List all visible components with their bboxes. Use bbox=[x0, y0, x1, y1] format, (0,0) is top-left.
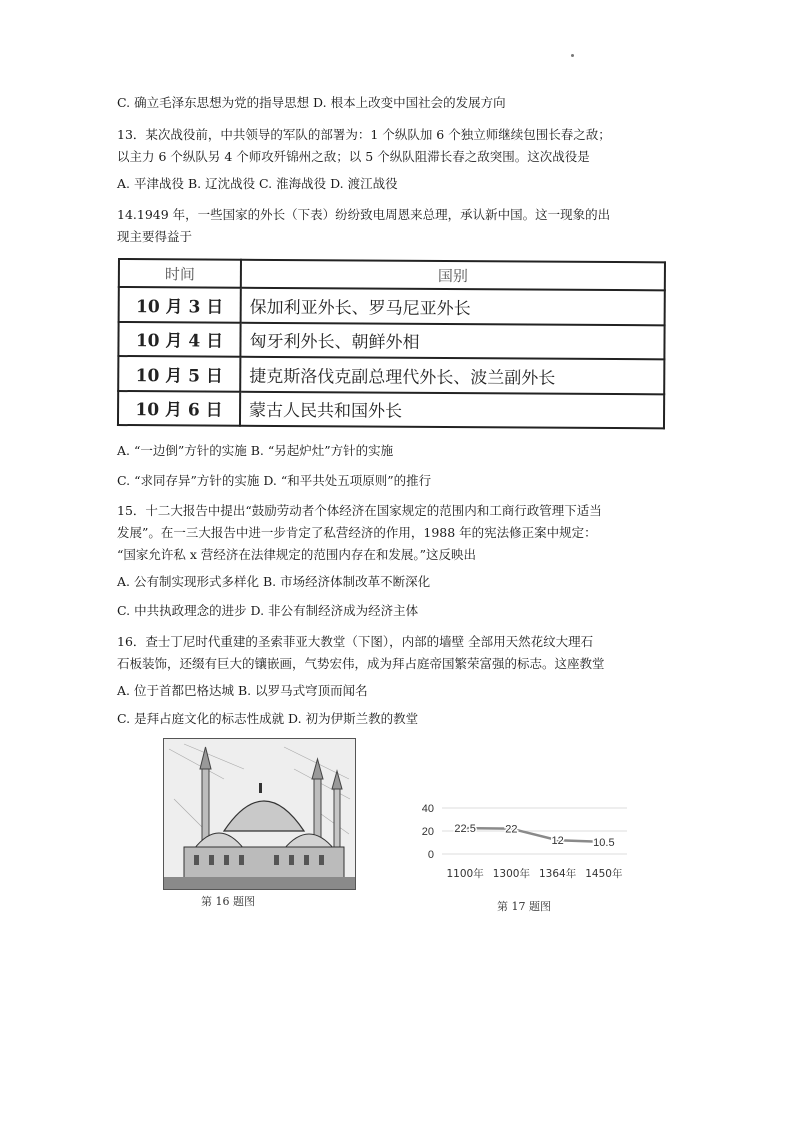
q13-stem-line-1: 13．某次战役前，中共领导的军队的部署为：1 个纵队加 6 个独立师继续包围长春之敌； bbox=[117, 127, 611, 142]
data-label: 10.5 bbox=[593, 836, 615, 849]
q15-stem-line-2: 发展”。在一三大报告中进一步肯定了私营经济的作用，1988 年的宪法修正案中规定： bbox=[117, 525, 597, 540]
table-cell-date: 10 月 5 日 bbox=[118, 356, 240, 391]
table-header-country: 国别 bbox=[241, 260, 665, 291]
q14-stem-line-1: 14.1949 年，一些国家的外长（下表）纷纷致电周恩来总理，承认新中国。这一现象的出 bbox=[117, 207, 611, 222]
x-tick-label: 1450年 bbox=[585, 868, 623, 880]
data-label: 22 bbox=[505, 823, 518, 836]
data-label: 22.5 bbox=[454, 823, 476, 836]
q14-stem-line-2: 现主要得益于 bbox=[117, 229, 193, 244]
table-cell-country: 蒙古人民共和国外长 bbox=[240, 391, 664, 428]
figure-17-chart bbox=[412, 738, 634, 888]
table-row bbox=[119, 287, 665, 325]
figure-17-caption: 第 17 题图 bbox=[497, 900, 551, 913]
table-row bbox=[118, 391, 664, 429]
x-tick-label: 1100年 bbox=[446, 868, 484, 880]
q14-options-ab: A. “一边倒”方针的实施 B. “另起炉灶”方针的实施 bbox=[117, 443, 394, 458]
hagia-sophia-image bbox=[163, 738, 356, 890]
foreign-ministers-table bbox=[117, 258, 666, 429]
q16-options-cd: C. 是拜占庭文化的标志性成就 D. 初为伊斯兰教的教堂 bbox=[117, 711, 419, 726]
q16-options-ab: A. 位于首都巴格达城 B. 以罗马式穹顶而闻名 bbox=[117, 683, 368, 698]
table-row bbox=[118, 356, 664, 394]
q15-options-ab: A. 公有制实现形式多样化 B. 市场经济体制改革不断深化 bbox=[117, 574, 431, 589]
line-chart bbox=[412, 738, 634, 888]
q12-option-cd: C. 确立毛泽东思想为党的指导思想 D. 根本上改变中国社会的发展方向 bbox=[117, 95, 506, 110]
y-tick-label: 0 bbox=[427, 849, 434, 861]
table-cell-date: 10 月 4 日 bbox=[118, 322, 240, 357]
table-cell-country: 匈牙利外长、朝鲜外相 bbox=[240, 322, 664, 359]
y-tick-label: 20 bbox=[421, 826, 434, 838]
q16-stem-line-1: 16．查士丁尼时代重建的圣索菲亚大教堂（下图），内部的墙壁 全部用天然花纹大理石 bbox=[117, 634, 594, 649]
table-header-row bbox=[119, 259, 665, 291]
table-cell-country: 保加利亚外长、罗马尼亚外长 bbox=[241, 288, 665, 325]
x-tick-label: 1300年 bbox=[492, 868, 530, 880]
q13-options: A. 平津战役 B. 辽沈战役 C. 淮海战役 D. 渡江战役 bbox=[117, 176, 398, 191]
table-cell-date: 10 月 6 日 bbox=[118, 391, 240, 426]
q14-options-cd: C. “求同存异”方针的实施 D. “和平共处五项原则”的推行 bbox=[117, 473, 432, 488]
q15-options-cd: C. 中共执政理念的进步 D. 非公有制经济成为经济主体 bbox=[117, 603, 419, 618]
q15-stem-line-3: “国家允许私 x 营经济在法律规定的范围内存在和发展。”这反映出 bbox=[117, 547, 477, 562]
data-label: 12 bbox=[551, 835, 564, 848]
table-cell-date: 10 月 3 日 bbox=[119, 287, 241, 322]
scan-dot bbox=[571, 54, 574, 57]
table-header-date: 时间 bbox=[119, 259, 241, 288]
q16-stem-line-2: 石板装饰，还缀有巨大的镶嵌画，气势宏伟，成为拜占庭帝国繁荣富强的标志。这座教堂 bbox=[117, 656, 605, 671]
figure-16-caption: 第 16 题图 bbox=[201, 895, 255, 908]
y-tick-label: 40 bbox=[421, 803, 434, 815]
x-tick-label: 1364年 bbox=[539, 868, 577, 880]
q15-stem-line-1: 15．十二大报告中提出“鼓励劳动者个体经济在国家规定的范围内和工商行政管理下适当 bbox=[117, 503, 602, 518]
q13-stem-line-2: 以主力 6 个纵队另 4 个师攻歼锦州之敌；以 5 个纵队阻滞长春之敌突围。这次战役是 bbox=[117, 149, 590, 164]
cathedral-sketch bbox=[164, 739, 355, 889]
series-line bbox=[465, 828, 604, 842]
table-cell-country: 捷克斯洛伐克副总理代外长、波兰副外长 bbox=[240, 357, 664, 394]
table-row bbox=[118, 322, 664, 360]
